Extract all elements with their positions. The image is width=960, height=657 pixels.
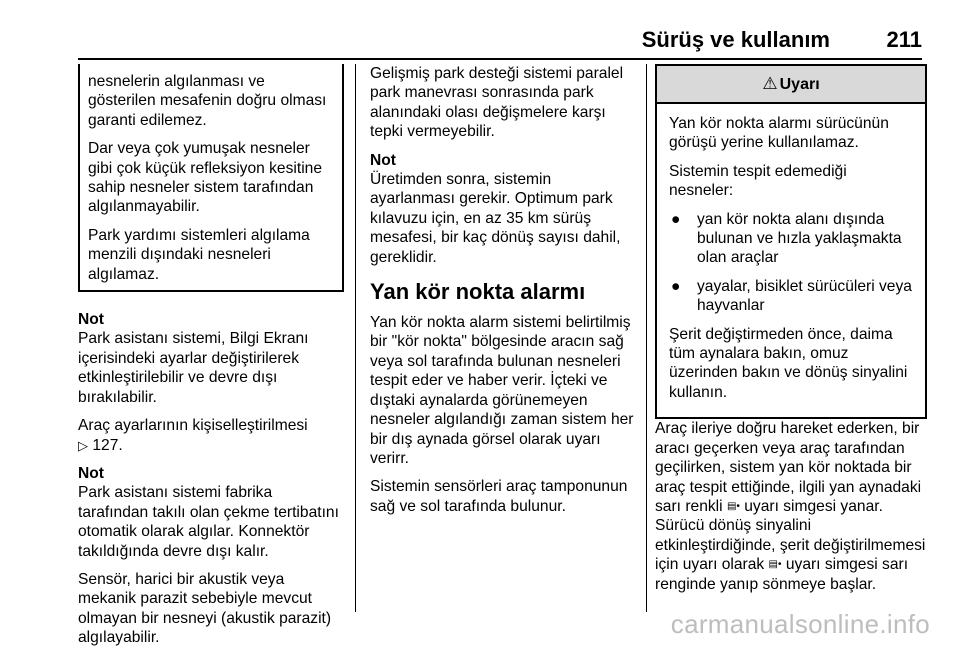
- right-column: [655, 64, 927, 603]
- blind-spot-warning-icon: ▤​•: [726, 500, 740, 512]
- box-paragraph-3: Park yardımı sistemleri algılama menzili dışındaki nesneleri algılamaz.: [88, 226, 310, 283]
- column-divider-left: [355, 64, 356, 612]
- description-text-c: uyarı simgesi sarı renginde yanıp sönmeye başlar.: [655, 556, 909, 593]
- blind-spot-description: [655, 419, 927, 594]
- warning-paragraph-2: Sistemin tespit edemediği nesneler:: [669, 162, 847, 200]
- watermark: carmanualsonline.info: [670, 609, 930, 639]
- note-text: Park asistanı sistemi, Bilgi Ekranı içerisindeki ayarlar değiştirilerek etkinleştirilebilir ve devre dışı bırakılabilir.: [78, 330, 309, 406]
- left-column: [78, 64, 340, 657]
- list-item-text: yan kör nokta alanı dışında bulunan ve hızla yaklaşmakta olan araçlar: [697, 210, 902, 267]
- warning-header: [657, 66, 925, 104]
- intro-paragraph: Gelişmiş park desteği sistemi paralel park manevrası sonrasında park alanındaki olası değişmelere karşı tepki vermeyebilir.: [370, 65, 624, 141]
- warning-triangle-icon: ⚠: [762, 74, 778, 93]
- note-text: Üretimden sonra, sistemin ayarlanması gerekir. Optimum park kılavuzu için, en az 35 km sürüş mesafesi, bir kaç dönüş sayısı dahil, gereklidir.: [370, 171, 621, 266]
- warning-paragraph-1: Yan kör nokta alarmı sürücünün görüşü yerine kullanılamaz.: [669, 115, 889, 152]
- page-ref-icon: ▷: [78, 437, 88, 453]
- description-text-b: uyarı simgesi yanar. Sürücü dönüş sinyalini etkinleştirdiğinde, şerit değiştirilmemesi için uyarı olarak: [655, 497, 926, 574]
- column-divider-right: [646, 64, 647, 612]
- list-item-text: yayalar, bisiklet sürücüleri veya hayvanlar: [697, 277, 912, 315]
- list-item: [669, 210, 913, 268]
- page-number: 211: [886, 27, 922, 52]
- box-paragraph-1: nesnelerin algılanması ve gösterilen mesafenin doğru olması garanti edilemez.: [88, 73, 327, 129]
- warning-title: Uyarı: [779, 76, 820, 93]
- section-paragraph-1: Yan kör nokta alarm sistemi belirtilmiş bir "kör nokta" bölgesinde aracın sağ veya sol tarafında bulunan nesneleri tespit eder ve haber verir. İçteki ve dıştaki aynalarda görünemeyen nesneler algılandığı zaman sistem her bir dış aynada görsel olarak uyarı verirr.: [370, 314, 634, 467]
- warning-paragraph-3: Şerit değiştirmeden önce, daima tüm aynalara bakın, omuz üzerinden bakın ve dönüş sinyalini kullanın.: [669, 325, 908, 401]
- warning-box: [655, 64, 927, 419]
- list-item: [669, 277, 913, 316]
- note-label: Not: [370, 151, 396, 169]
- header-rule: [78, 58, 922, 60]
- note-label: Not: [78, 464, 104, 482]
- bullet-icon: ●: [671, 210, 681, 228]
- note-label: Not: [78, 311, 104, 329]
- description-text-a: Araç ileriye doğru hareket ederken, bir aracı geçerken veya araç tarafından geçilirken, sistem yan kör noktada bir araç tespit ettiğinde, ilgili yan aynadaki sarı renkli: [655, 420, 922, 515]
- bullet-icon: ●: [671, 277, 681, 295]
- personalization-text: Araç ayarlarının kişiselleştirilmesi: [78, 417, 308, 435]
- warning-body: [657, 104, 925, 417]
- continued-warning-box: [78, 64, 344, 292]
- middle-column: [370, 64, 635, 525]
- page-header-title: Sürüş ve kullanım: [641, 27, 830, 52]
- blind-spot-warning-icon: ▤​•: [768, 559, 782, 571]
- box-paragraph-2: Dar veya çok yumuşak nesneler gibi çok küçük refleksiyon kesitine sahip nesneler sistem tarafından algılanmayabilir.: [88, 140, 323, 216]
- section-paragraph-2: Sistemin sensörleri araç tamponunun sağ ve sol tarafında bulunur.: [370, 478, 628, 515]
- sensor-paragraph: Sensör, harici bir akustik veya mekanik parazit sebebiyle mevcut olmayan bir nesneyi (akustik parazit) algılayabilir.: [78, 570, 332, 647]
- note-text: Park asistanı sistemi fabrika tarafından takılı olan çekme tertibatını otomatik olarak algılar. Konnektör takıldığında devre dışı kalır.: [78, 484, 339, 560]
- personalization-page-ref: 127.: [92, 436, 123, 454]
- section-title: Yan kör nokta alarmı: [370, 279, 586, 305]
